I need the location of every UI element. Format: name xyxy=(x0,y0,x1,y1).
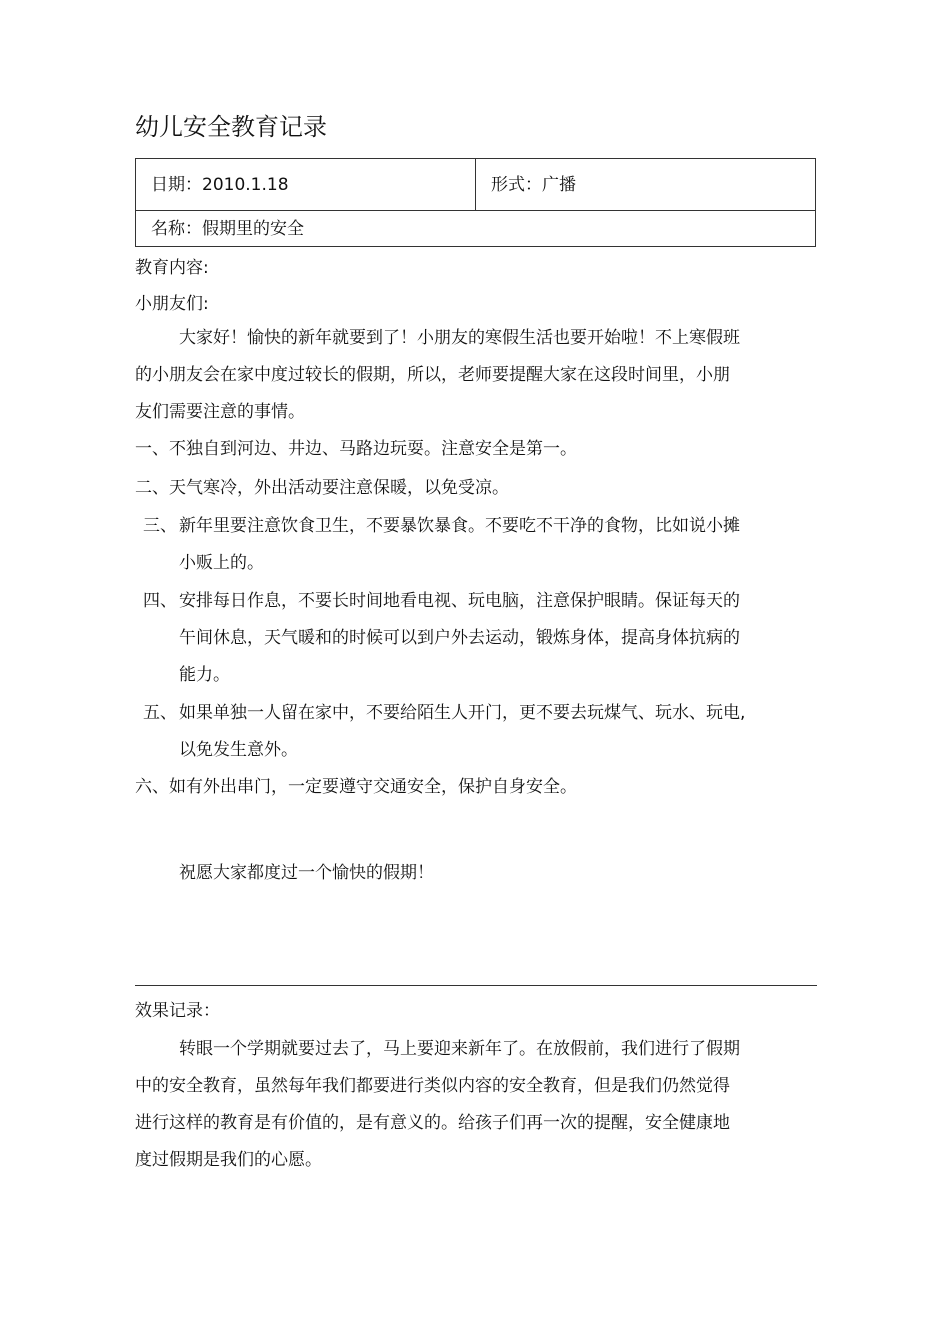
info-row-1 xyxy=(136,159,815,211)
form-cell xyxy=(476,159,816,210)
name-value: 假期里的安全 xyxy=(202,219,304,239)
list-item-5-line: 以免发生意外。 xyxy=(179,740,298,760)
intro-line: 的小朋友会在家中度过较长的假期，所以，老师要提醒大家在这段时间里，小朋 xyxy=(135,365,730,385)
closing-line: 祝愿大家都度过一个愉快的假期！ xyxy=(179,863,434,883)
name-label: 名称： xyxy=(151,219,202,239)
list-item-1: 一、不独自到河边、井边、马路边玩耍。注意安全是第一。 xyxy=(135,439,577,459)
effect-line: 进行这样的教育是有价值的，是有意义的。给孩子们再一次的提醒，安全健康地 xyxy=(135,1113,730,1133)
intro-line: 大家好！愉快的新年就要到了！小朋友的寒假生活也要开始啦！不上寒假班 xyxy=(179,328,740,348)
list-item-3-number: 三、 xyxy=(143,516,177,536)
date-label: 日期： xyxy=(151,175,202,195)
list-item-3-line: 新年里要注意饮食卫生，不要暴饮暴食。不要吃不干净的食物，比如说小摊 xyxy=(179,516,740,536)
section-divider xyxy=(135,985,817,986)
content-heading: 教育内容: xyxy=(135,258,209,278)
effect-heading: 效果记录： xyxy=(135,1001,220,1021)
list-item-5-number: 五、 xyxy=(143,703,177,723)
list-item-4-number: 四、 xyxy=(143,591,177,611)
form-value: 广播 xyxy=(542,175,576,195)
list-item-4-line: 能力。 xyxy=(179,665,230,685)
list-item-4-line: 安排每日作息，不要长时间地看电视、玩电脑，注意保护眼睛。保证每天的 xyxy=(179,591,740,611)
info-row-2 xyxy=(136,211,815,246)
info-table xyxy=(135,158,816,247)
list-item-4-line: 午间休息，天气暖和的时候可以到户外去运动，锻炼身体，提高身体抗病的 xyxy=(179,628,740,648)
greeting: 小朋友们: xyxy=(135,294,209,314)
effect-line: 转眼一个学期就要过去了，马上要迎来新年了。在放假前，我们进行了假期 xyxy=(179,1039,740,1059)
list-item-2: 二、天气寒冷，外出活动要注意保暖，以免受凉。 xyxy=(135,478,509,498)
effect-line: 度过假期是我们的心愿。 xyxy=(135,1150,322,1170)
page-title: 幼儿安全教育记录 xyxy=(135,113,327,141)
form-label: 形式： xyxy=(491,175,542,195)
list-item-5-line: 如果单独一人留在家中，不要给陌生人开门，更不要去玩煤气、玩水、玩电, xyxy=(179,703,746,723)
list-item-3-line: 小贩上的。 xyxy=(179,553,264,573)
date-value: 2010.1.18 xyxy=(202,175,289,195)
intro-line: 友们需要注意的事情。 xyxy=(135,402,305,422)
date-cell xyxy=(136,159,476,210)
effect-line: 中的安全教育，虽然每年我们都要进行类似内容的安全教育，但是我们仍然觉得 xyxy=(135,1076,730,1096)
list-item-6: 六、如有外出串门，一定要遵守交通安全，保护自身安全。 xyxy=(135,777,577,797)
